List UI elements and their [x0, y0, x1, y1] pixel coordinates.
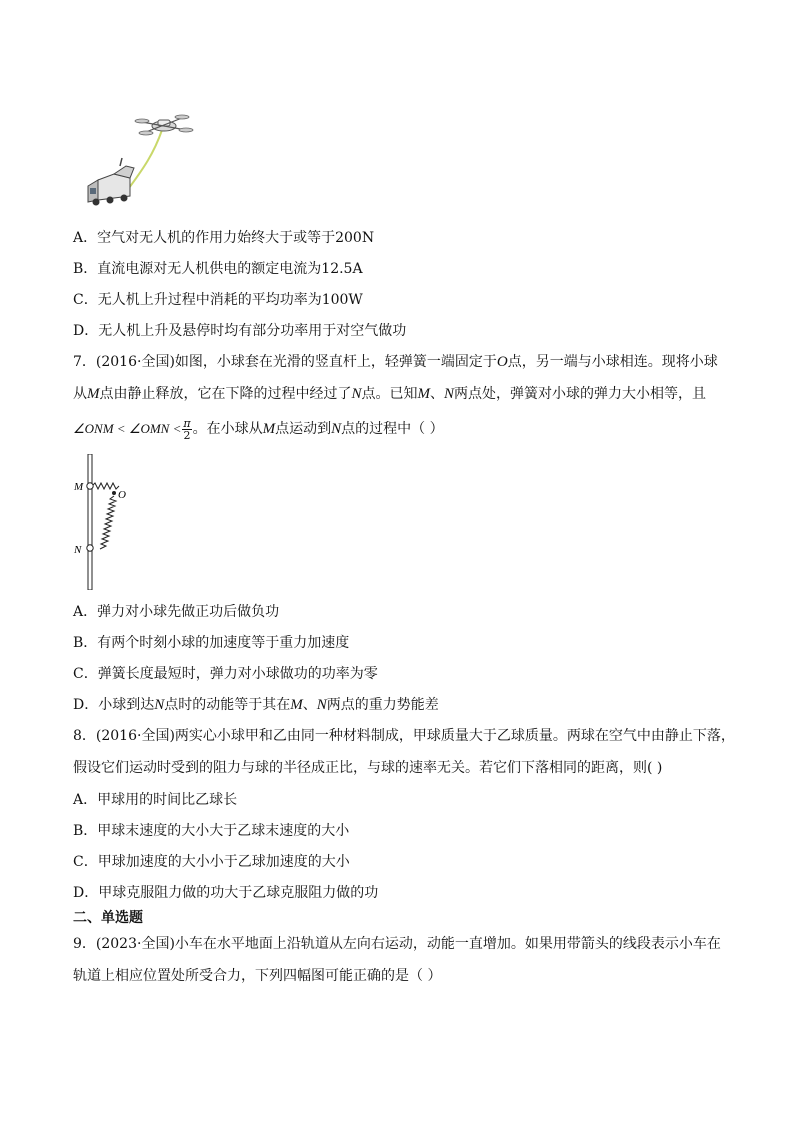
q7-stem-line2 [73, 384, 733, 404]
q7-angle-expression: ∠ONM < ∠OMN < [73, 421, 182, 436]
q9-stem-line1: 9．(2023·全国)小车在水平地面上沿轨道从左向右运动，动能一直增加。如果用带箭头的线段表示小车在 [73, 936, 721, 952]
q7-d-var-m: M [290, 697, 303, 713]
q7-text: 点由静止释放，它在下降的过程中经过了 [99, 386, 352, 402]
q7-d-text: 两点的重力势能差 [326, 697, 439, 713]
q7-option-a: A．弹力对小球先做正功后做负功 [73, 604, 280, 620]
q7-text: 点的过程中（ ） [341, 421, 444, 437]
q7-text: 点，另一端与小球相连。现将小球 [507, 354, 718, 370]
q7-text: 点。已知 [361, 386, 418, 402]
label-o: O [118, 489, 126, 501]
q7-two: 2 [183, 428, 191, 442]
q7-text: 7．(2016·全国)如图，小球套在光滑的竖直杆上，轻弹簧一端固定于 [73, 354, 497, 370]
ball-n [87, 545, 93, 551]
ball-m [87, 483, 93, 489]
q8-option-c: C．甲球加速度的大小小于乙球加速度的大小 [73, 854, 350, 870]
q7-var-n: N [331, 421, 342, 437]
q6-option-c: C．无人机上升过程中消耗的平均功率为100W [73, 292, 363, 308]
q9-stem-line2: 轨道上相应位置处所受合力，下列四幅图可能正确的是（ ） [73, 968, 442, 984]
q7-text: 点运动到 [275, 421, 332, 437]
q7-text: 。在小球从 [192, 421, 263, 437]
q7-d-text: D．小球到达 [73, 697, 155, 713]
q7-var-n: N [351, 386, 362, 402]
spring-on [100, 496, 116, 549]
q6-option-b: B．直流电源对无人机供电的额定电流为12.5A [73, 261, 363, 277]
truck-icon [88, 158, 134, 206]
q7-text: 两点处，弹簧对小球的弹力大小相等，且 [454, 386, 707, 402]
q7-pi: π [183, 416, 191, 430]
q7-option-b: B．有两个时刻小球的加速度等于重力加速度 [73, 635, 350, 651]
q7-text: 、 [430, 386, 445, 402]
q7-var-m: M [87, 386, 100, 402]
q7-var-o: O [496, 354, 508, 370]
q7-fraction [182, 418, 191, 441]
drone-truck-figure [84, 108, 200, 206]
q7-option-d [73, 695, 733, 715]
q7-option-c: C．弹簧长度最短时，弹力对小球做功的功率为零 [73, 666, 378, 682]
q8-stem-line2: 假设它们运动时受到的阻力与球的半径成正比，与球的速率无关。若它们下落相同的距离，则( ) [73, 760, 663, 776]
q7-spring-rod-figure [70, 454, 140, 590]
label-n: N [74, 544, 82, 556]
q7-stem-line3 [73, 414, 733, 444]
q7-d-var-n: N [316, 697, 327, 713]
q7-text: 从 [73, 386, 87, 402]
label-m: M [74, 481, 84, 493]
q8-option-a: A．甲球用的时间比乙球长 [73, 792, 238, 808]
q6-option-a: A．空气对无人机的作用力始终大于或等于200N [73, 230, 375, 246]
q8-option-b: B．甲球末速度的大小大于乙球末速度的大小 [73, 823, 350, 839]
q7-d-var-n: N [154, 697, 165, 713]
section-title: 二、单选题 [73, 910, 143, 926]
q6-option-d: D．无人机上升及悬停时均有部分功率用于对空气做功 [73, 323, 407, 339]
pivot-o [112, 491, 116, 495]
q7-var-n: N [444, 386, 455, 402]
drone-icon [135, 115, 193, 135]
q7-stem-line1 [73, 352, 733, 372]
spring-mo [92, 483, 119, 489]
q8-stem-line1: 8．(2016·全国)两实心小球甲和乙由同一种材料制成，甲球质量大于乙球质量。两球在空气中由静止下落， [73, 728, 735, 744]
q7-d-text: 点时的动能等于其在 [164, 697, 291, 713]
q7-d-text: 、 [302, 697, 317, 713]
q7-var-m: M [262, 421, 276, 437]
q7-var-m: M [417, 386, 431, 402]
q8-option-d: D．甲球克服阻力做的功大于乙球克服阻力做的功 [73, 885, 379, 901]
